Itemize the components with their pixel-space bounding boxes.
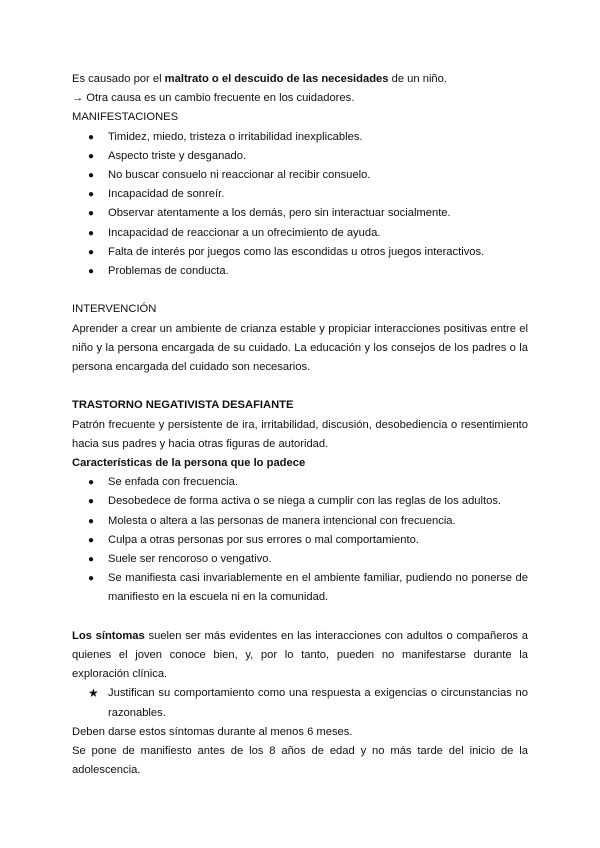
bullet-icon: ●	[88, 246, 95, 258]
list-item: ● Molesta o altera a las personas de manera intencional con frecuencia.	[72, 512, 528, 531]
intervencion-paragraph: Aprender a crear un ambiente de crianza estable y propiciar interacciones positivas entre el niño y la persona encargada de su cuidado. La educación y los consejos de los padres o la persona encargada del cuidado son necesarios.	[72, 322, 528, 374]
tnd-heading: TRASTORNO NEGATIVISTA DESAFIANTE	[72, 399, 294, 412]
bullet-icon: ●	[88, 170, 95, 182]
bullet-icon: ●	[88, 554, 95, 566]
list-item: ● Aspecto triste y desganado.	[72, 147, 528, 166]
bullet-icon: ●	[88, 477, 95, 489]
list-item: ● Observar atentamente a los demás, pero sin interactuar socialmente.	[72, 204, 528, 223]
bullet-icon: ●	[88, 496, 95, 508]
sintomas-paragraph: Los síntomas suelen ser más evidentes en las interacciones con adultos o compañeros a quienes el joven conoce bien, y, por lo tanto, pueden no manifestarse durante la exploración clínica.	[72, 629, 528, 681]
tnd-paragraph: Patrón frecuente y persistente de ira, irritabilidad, discusión, desobediencia o resentimiento hacia sus padres y hacia otras figuras de autoridad.	[72, 418, 528, 450]
list-item: ● No buscar consuelo ni reaccionar al recibir consuelo.	[72, 166, 528, 185]
intervencion-heading: INTERVENCIÓN	[72, 303, 157, 316]
manifestaciones-list	[72, 128, 528, 282]
list-item: ● Incapacidad de reaccionar a un ofrecimiento de ayuda.	[72, 224, 528, 243]
list-item: ● Incapacidad de sonreír.	[72, 185, 528, 204]
sintomas-list	[72, 684, 528, 722]
list-item: ● Suele ser rencoroso o vengativo.	[72, 550, 528, 569]
document-page	[72, 70, 528, 780]
intro-text-post: de un niño.	[388, 73, 447, 85]
spacer	[72, 281, 528, 300]
list-item: ● Timidez, miedo, tristeza o irritabilidad inexplicables.	[72, 128, 528, 147]
bullet-icon: ●	[88, 534, 95, 546]
manifestaciones-heading: MANIFESTACIONES	[72, 111, 179, 124]
list-item: ● Se manifiesta casi invariablemente en el ambiente familiar, pudiendo no ponerse de manifiesto en la escuela ni en la comunidad.	[72, 569, 528, 607]
bullet-icon: ●	[88, 573, 95, 585]
bullet-icon: ●	[88, 150, 95, 162]
bullet-icon: ●	[88, 208, 95, 220]
bullet-icon: ●	[88, 189, 95, 201]
intro-line-1	[72, 70, 528, 89]
spacer	[72, 608, 528, 627]
list-item: ● Culpa a otras personas por sus errores o mal comportamiento.	[72, 531, 528, 550]
duration-line: Deben darse estos síntomas durante al menos 6 meses.	[72, 725, 353, 738]
spacer	[72, 377, 528, 396]
list-item: ● Desobedece de forma activa o se niega a cumplir con las reglas de los adultos.	[72, 492, 528, 511]
intro-line-2: → Otra causa es un cambio frecuente en los cuidadores.	[72, 92, 355, 105]
bullet-icon: ●	[88, 266, 95, 278]
bullet-icon: ●	[88, 227, 95, 239]
bullet-icon: ●	[88, 515, 95, 527]
onset-paragraph: Se pone de manifiesto antes de los 8 años de edad y no más tarde del inicio de la adolescencia.	[72, 745, 528, 777]
intro-text-pre: Es causado por el	[72, 73, 165, 85]
intro-text-bold: maltrato o el descuido de las necesidades	[164, 73, 389, 85]
caracteristicas-list	[72, 473, 528, 607]
list-item: ● Falta de interés por juegos como las escondidas u otros juegos interactivos.	[72, 243, 528, 262]
list-item: ★ Justifican su comportamiento como una respuesta a exigencias o circunstancias no razonables.	[88, 686, 528, 719]
caracteristicas-heading: Características de la persona que lo padece	[72, 457, 306, 470]
list-item: ● Problemas de conducta.	[72, 262, 528, 281]
list-item: ● Se enfada con frecuencia.	[72, 473, 528, 492]
bullet-icon: ●	[88, 131, 95, 143]
star-icon: ★	[88, 686, 99, 701]
